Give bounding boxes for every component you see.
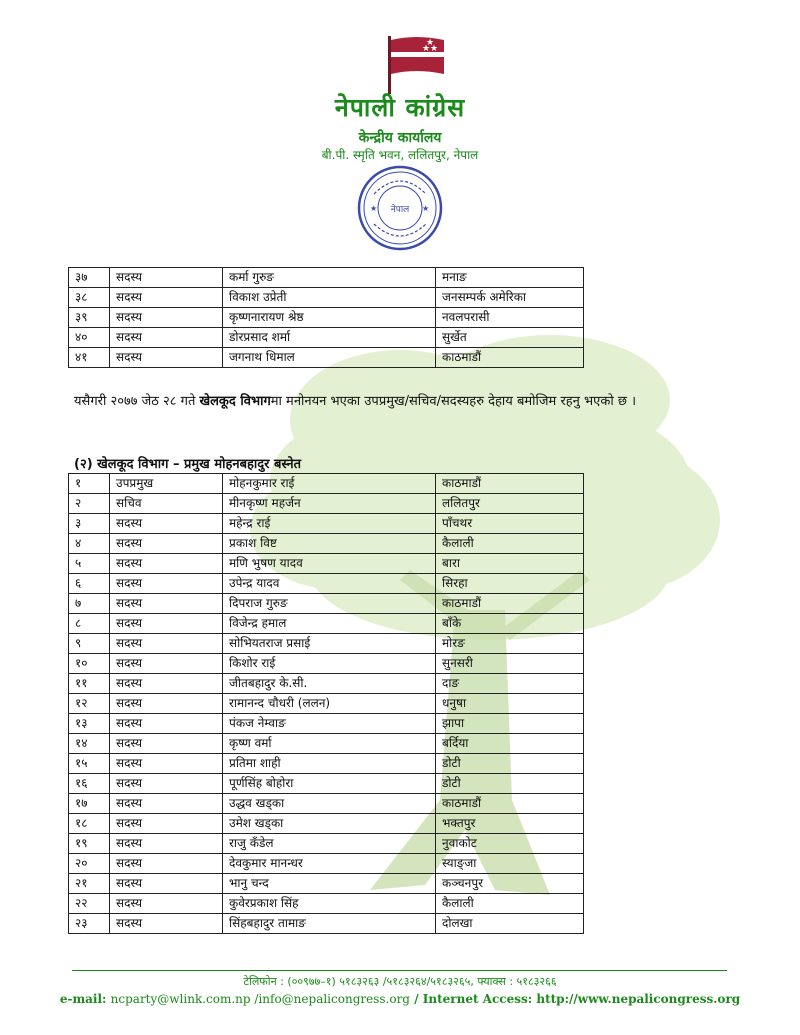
- row-number: १४: [69, 734, 110, 754]
- table-row: [69, 474, 584, 494]
- table-row: [69, 288, 584, 308]
- row-role: सदस्य: [110, 634, 223, 654]
- row-number: ३८: [69, 288, 110, 308]
- table-row: [69, 914, 584, 934]
- row-role: सदस्य: [110, 654, 223, 674]
- row-district: दोलखा: [436, 914, 584, 934]
- row-role: सदस्य: [110, 714, 223, 734]
- row-member-name: देवकुमार मानन्धर: [223, 854, 436, 874]
- row-district: दाङ: [436, 674, 584, 694]
- row-number: ८: [69, 614, 110, 634]
- row-district: बर्दिया: [436, 734, 584, 754]
- table-row: [69, 594, 584, 614]
- row-district: ललितपुर: [436, 494, 584, 514]
- footer-email-label: e-mail:: [59, 992, 107, 1006]
- row-member-name: विजेन्द्र हमाल: [223, 614, 436, 634]
- row-number: १६: [69, 774, 110, 794]
- row-member-name: महेन्द्र राई: [223, 514, 436, 534]
- table-row: [69, 714, 584, 734]
- sports-department-table: [68, 473, 584, 934]
- table-row: [69, 694, 584, 714]
- table-row: [69, 754, 584, 774]
- table-row: [69, 894, 584, 914]
- row-number: ३: [69, 514, 110, 534]
- table-row: [69, 874, 584, 894]
- row-district: नुवाकोट: [436, 834, 584, 854]
- row-number: १३: [69, 714, 110, 734]
- row-district: कैलाली: [436, 534, 584, 554]
- footer-website-link[interactable]: Internet Access: http://www.nepalicongress.org: [422, 992, 741, 1006]
- table-row: [69, 634, 584, 654]
- row-district: सुनसरी: [436, 654, 584, 674]
- footer-divider: [72, 970, 727, 971]
- row-number: ४१: [69, 348, 110, 368]
- row-member-name: कर्मा गुरुङ: [223, 268, 436, 288]
- row-member-name: मोहनकुमार राई: [223, 474, 436, 494]
- row-role: सदस्य: [110, 268, 223, 288]
- members-table-continued: [68, 267, 584, 368]
- paragraph-text-post: मा मनोनयन भएका उपप्रमुख/सचिव/सदस्यहरु देहाय बमोजिम रहनु भएको छ ।: [270, 394, 636, 409]
- row-member-name: कृष्ण वर्मा: [223, 734, 436, 754]
- row-number: ११: [69, 674, 110, 694]
- row-role: सदस्य: [110, 834, 223, 854]
- row-member-name: सोभियतराज प्रसाई: [223, 634, 436, 654]
- row-district: मनाङ: [436, 268, 584, 288]
- row-number: ३७: [69, 268, 110, 288]
- row-member-name: राजु कँडेल: [223, 834, 436, 854]
- table-row: [69, 554, 584, 574]
- row-member-name: उद्धव खड्का: [223, 794, 436, 814]
- row-district: मोरङ: [436, 634, 584, 654]
- row-number: ३९: [69, 308, 110, 328]
- row-role: सदस्य: [110, 288, 223, 308]
- section-heading: (२) खेलकूद विभाग – प्रमुख मोहनबहादुर बस्नेत: [74, 457, 302, 472]
- row-number: १२: [69, 694, 110, 714]
- row-number: १८: [69, 814, 110, 834]
- row-district: काठमाडौं: [436, 794, 584, 814]
- row-role: सदस्य: [110, 894, 223, 914]
- svg-text:★: ★: [422, 204, 430, 213]
- table-row: [69, 734, 584, 754]
- table-row: [69, 494, 584, 514]
- table-row: [69, 328, 584, 348]
- row-role: सदस्य: [110, 734, 223, 754]
- table-row: [69, 308, 584, 328]
- row-district: सिरहा: [436, 574, 584, 594]
- row-district: डोटी: [436, 754, 584, 774]
- row-district: कञ्चनपुर: [436, 874, 584, 894]
- footer-separator: /: [414, 992, 419, 1006]
- row-member-name: कुवेरप्रकाश सिंह: [223, 894, 436, 914]
- row-member-name: विकाश उप्रेती: [223, 288, 436, 308]
- row-number: २: [69, 494, 110, 514]
- row-district: नवलपरासी: [436, 308, 584, 328]
- row-number: २३: [69, 914, 110, 934]
- row-role: सदस्य: [110, 754, 223, 774]
- row-role: सदस्य: [110, 774, 223, 794]
- table-row: [69, 268, 584, 288]
- table-row: [69, 834, 584, 854]
- row-number: ९: [69, 634, 110, 654]
- row-member-name: सिंहबहादुर तामाङ: [223, 914, 436, 934]
- row-district: धनुषा: [436, 694, 584, 714]
- footer-phone-line: टेलिफोन : (००९७७–१) ५१८३२६३ /५१८३२६४/५१८३२६५, फ्याक्स : ५१८३२६६: [243, 975, 557, 988]
- row-district: काठमाडौं: [436, 348, 584, 368]
- row-role: सदस्य: [110, 514, 223, 534]
- paragraph-department-bold: खेलकूद विभाग: [199, 394, 271, 409]
- table-row: [69, 794, 584, 814]
- row-district: बाँके: [436, 614, 584, 634]
- row-member-name: किशोर राई: [223, 654, 436, 674]
- row-role: सदस्य: [110, 534, 223, 554]
- row-role: सदस्य: [110, 328, 223, 348]
- svg-text:★: ★: [422, 44, 431, 54]
- row-district: पाँचथर: [436, 514, 584, 534]
- row-number: १५: [69, 754, 110, 774]
- row-role: सदस्य: [110, 308, 223, 328]
- row-district: जनसम्पर्क अमेरिका: [436, 288, 584, 308]
- row-role: सदस्य: [110, 914, 223, 934]
- row-member-name: उपेन्द्र यादव: [223, 574, 436, 594]
- row-member-name: पूर्णसिंह बोहोरा: [223, 774, 436, 794]
- row-district: सुर्खेत: [436, 328, 584, 348]
- row-member-name: मणि भुषण यादव: [223, 554, 436, 574]
- svg-text:★: ★: [430, 44, 439, 54]
- row-member-name: मीनकृष्ण महर्जन: [223, 494, 436, 514]
- table-row: [69, 674, 584, 694]
- footer-email-link[interactable]: ncparty@wlink.com.np /info@nepalicongress.org: [110, 992, 410, 1006]
- row-number: २२: [69, 894, 110, 914]
- row-member-name: जीतबहादुर के.सी.: [223, 674, 436, 694]
- row-number: ४: [69, 534, 110, 554]
- row-role: सदस्य: [110, 874, 223, 894]
- table-row: [69, 774, 584, 794]
- row-role: सदस्य: [110, 614, 223, 634]
- row-district: काठमाडौं: [436, 474, 584, 494]
- row-member-name: प्रतिमा शाही: [223, 754, 436, 774]
- svg-text:★: ★: [370, 204, 378, 213]
- row-number: ४०: [69, 328, 110, 348]
- office-address: बी.पी. स्मृति भवन, ललितपुर, नेपाल: [321, 148, 479, 162]
- row-district: कैलाली: [436, 894, 584, 914]
- row-role: सदस्य: [110, 814, 223, 834]
- row-district: बारा: [436, 554, 584, 574]
- row-number: १०: [69, 654, 110, 674]
- row-number: १: [69, 474, 110, 494]
- row-district: स्याङ्जा: [436, 854, 584, 874]
- table-row: [69, 534, 584, 554]
- table-row: [69, 814, 584, 834]
- row-role: सदस्य: [110, 794, 223, 814]
- row-number: १७: [69, 794, 110, 814]
- row-member-name: प्रकाश विष्ट: [223, 534, 436, 554]
- svg-text:नेपाल: नेपाल: [390, 205, 410, 215]
- table-row: [69, 574, 584, 594]
- paragraph-text-pre: यसैगरी २०७७ जेठ २८ गते: [74, 394, 200, 409]
- row-role: सदस्य: [110, 674, 223, 694]
- svg-text:★: ★: [426, 38, 435, 48]
- table-row: [69, 348, 584, 368]
- row-role: सचिव: [110, 494, 223, 514]
- row-role: सदस्य: [110, 574, 223, 594]
- row-member-name: कृष्णनारायण श्रेष्ठ: [223, 308, 436, 328]
- row-member-name: भानु चन्द: [223, 874, 436, 894]
- row-role: सदस्य: [110, 348, 223, 368]
- party-flag-logo: [386, 34, 448, 94]
- row-member-name: दिपराज गुरुङ: [223, 594, 436, 614]
- table-row: [69, 854, 584, 874]
- row-number: ६: [69, 574, 110, 594]
- row-number: ५: [69, 554, 110, 574]
- table-row: [69, 614, 584, 634]
- footer-contact-line: [0, 992, 800, 1006]
- row-number: २१: [69, 874, 110, 894]
- row-number: २०: [69, 854, 110, 874]
- row-role: सदस्य: [110, 694, 223, 714]
- office-name: केन्द्रीय कार्यालय: [358, 130, 442, 146]
- row-member-name: डोरप्रसाद शर्मा: [223, 328, 436, 348]
- announcement-paragraph: [74, 390, 714, 413]
- row-role: सदस्य: [110, 554, 223, 574]
- row-district: काठमाडौं: [436, 594, 584, 614]
- table-row: [69, 654, 584, 674]
- row-member-name: पंकज नेम्वाङ: [223, 714, 436, 734]
- table-row: [69, 514, 584, 534]
- office-seal-stamp: [356, 164, 444, 252]
- organization-name: नेपाली कांग्रेस: [334, 93, 466, 122]
- row-role: सदस्य: [110, 594, 223, 614]
- row-member-name: उमेश खड्का: [223, 814, 436, 834]
- row-role: सदस्य: [110, 854, 223, 874]
- row-district: भक्तपुर: [436, 814, 584, 834]
- row-number: १९: [69, 834, 110, 854]
- row-role: उपप्रमुख: [110, 474, 223, 494]
- row-member-name: जगनाथ धिमाल: [223, 348, 436, 368]
- row-district: डोटी: [436, 774, 584, 794]
- row-district: झापा: [436, 714, 584, 734]
- row-number: ७: [69, 594, 110, 614]
- row-member-name: रामानन्द चौधरी (ललन): [223, 694, 436, 714]
